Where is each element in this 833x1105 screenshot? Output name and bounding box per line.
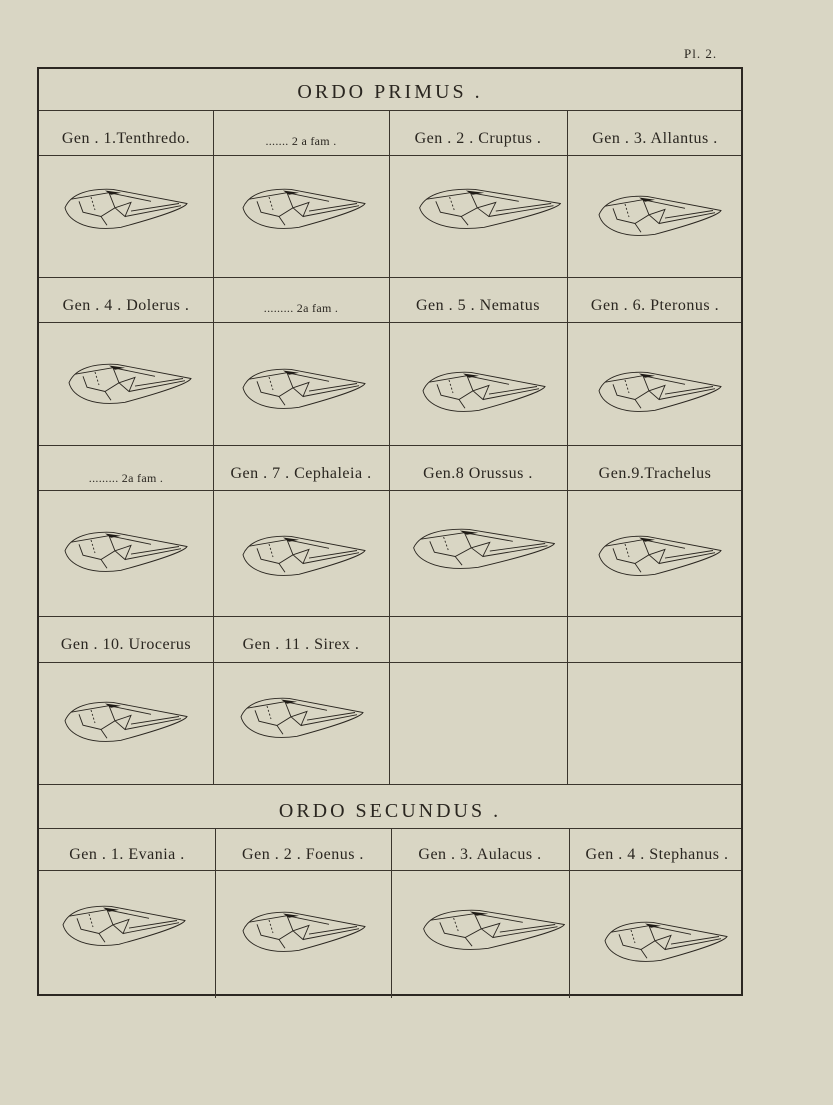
label-orussus: Gen.8 Orussus . [423, 465, 533, 482]
label-trachelus: Gen.9.Trachelus [598, 465, 712, 482]
wing-trachelus [595, 531, 725, 583]
wing-aulacus [419, 905, 569, 957]
wing-cruptus [415, 184, 565, 236]
label-cephaleia: Gen . 7 . Cephaleia . [230, 465, 372, 482]
divider [39, 322, 741, 323]
wing-dolerus-fam2 [239, 364, 369, 416]
wing-cephaleia [239, 531, 369, 583]
label-aulacus: Gen . 3. Aulacus . [418, 846, 542, 863]
wing-nematus [419, 367, 549, 419]
divider [39, 870, 741, 871]
label-pteronus: Gen . 6. Pteronus . [590, 297, 720, 314]
wing-evania [59, 901, 189, 953]
divider [39, 110, 741, 111]
column-divider [391, 828, 392, 998]
label-cruptus: Gen . 2 . Cruptus . [414, 130, 542, 147]
label-evania: Gen . 1. Evania . [69, 846, 185, 863]
wing-dolerus [65, 359, 195, 411]
divider [39, 662, 741, 663]
divider [39, 616, 741, 617]
divider [39, 490, 741, 491]
label-urocerus: Gen . 10. Urocerus [60, 636, 192, 653]
wing-tenthredo [61, 184, 191, 236]
label-fam2: ......... 2a fam . [88, 471, 164, 485]
order-primus-title: ORDO PRIMUS . [297, 81, 483, 103]
divider [39, 277, 741, 278]
wing-allantus [595, 191, 725, 243]
label-allantus: Gen . 3. Allantus . [592, 130, 718, 147]
wing-fam2 [61, 527, 191, 579]
column-divider [213, 110, 214, 784]
label-foenus: Gen . 2 . Foenus . [242, 846, 364, 863]
wing-sirex [237, 693, 367, 745]
wing-stephanus [601, 917, 731, 969]
column-divider [389, 110, 390, 784]
divider [39, 784, 741, 785]
order-secundus-title: ORDO SECUNDUS . [278, 800, 502, 822]
divider [39, 445, 741, 446]
label-nematus: Gen . 5 . Nematus [415, 297, 541, 314]
label-stephanus: Gen . 4 . Stephanus . [585, 846, 729, 863]
plate-number: Pl. 2. [684, 46, 718, 61]
divider [39, 828, 741, 829]
column-divider [569, 828, 570, 998]
wing-foenus [239, 907, 369, 959]
column-divider [567, 110, 568, 784]
column-divider [215, 828, 216, 998]
plate-table [37, 67, 743, 996]
wing-pteronus [595, 367, 725, 419]
wing-orussus [409, 524, 559, 576]
wing-tenthredo-fam2 [239, 184, 369, 236]
label-tenthredo: Gen . 1.Tenthredo. [61, 130, 191, 147]
label-tenthredo-fam2: ....... 2 a fam . [265, 134, 337, 148]
label-sirex: Gen . 11 . Sirex . [242, 636, 360, 653]
divider [39, 155, 741, 156]
wing-urocerus [61, 697, 191, 749]
label-dolerus-fam2: ......... 2a fam . [263, 301, 339, 315]
label-dolerus: Gen . 4 . Dolerus . [62, 297, 190, 314]
